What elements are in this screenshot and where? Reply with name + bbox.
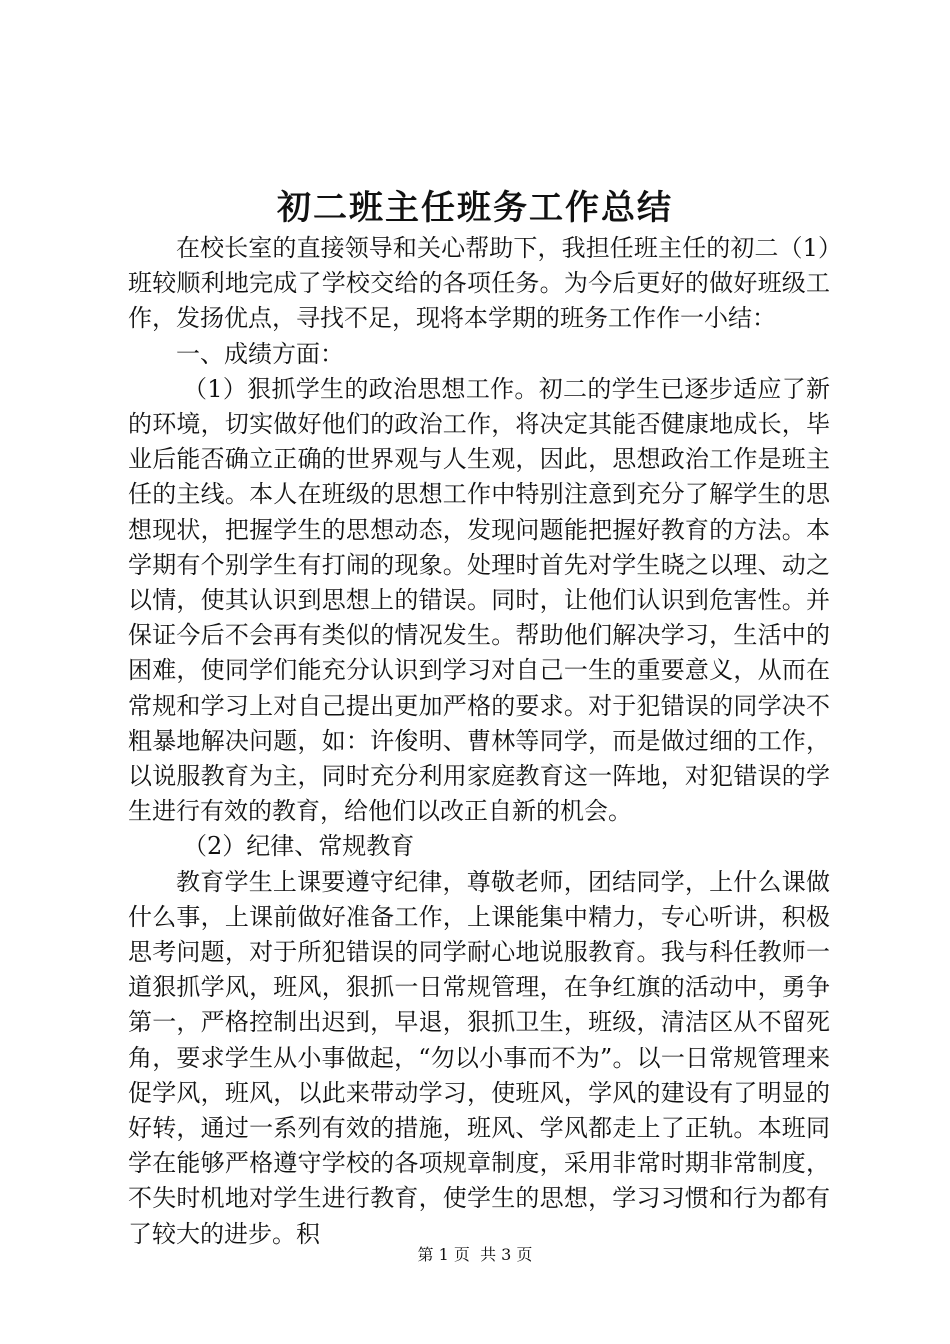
intro-paragraph: 在校长室的直接领导和关心帮助下，我担任班主任的初二（1）班较顺利地完成了学校交给的各项任务。为今后更好的做好班级工作，发扬优点，寻找不足，现将本学期的班务工作作一小结：	[128, 234, 830, 333]
section-heading-achievements: 一、成绩方面：	[176, 339, 344, 368]
paragraph-political-work: （1）狠抓学生的政治思想工作。初二的学生已逐步适应了新的环境，切实做好他们的政治工作，将决定其能否健康地成长，毕业后能否确立正确的世界观与人生观，因此，思想政治工作是班主任的主线。本人在班级的思想工作中特别注意到充分了解学生的思想现状，把握学生的思想动态，发现问题能把握好教育的方法。本学期有个别学生有打闹的现象。处理时首先对学生晓之以理、动之以情，使其认识到思想上的错误。同时，让他们认识到危害性。并保证今后不会再有类似的情况发生。帮助他们解决学习，生活中的困难，使同学们能充分认识到学习对自己一生的重要意义，从而在常规和学习上对自己提出更加严格的要求。对于犯错误的同学决不粗暴地解决问题，如：许俊明、曹林等同学，而是做过细的工作，以说服教育为主，同时充分利用家庭教育这一阵地，对犯错误的学生进行有效的教育，给他们以改正自新的机会。	[128, 374, 830, 826]
subheading-discipline: （2）纪律、常规教育	[183, 832, 415, 861]
page-number-footer: 第 1 页 共 3 页	[417, 1245, 533, 1264]
paragraph-discipline-education: 教育学生上课要遵守纪律，尊敬老师，团结同学，上什么课做什么事，上课前做好准备工作，上课能集中精力，专心听讲，积极思考问题，对于所犯错误的同学耐心地说服教育。我与科任教师一道狠抓学风，班风，狠抓一日常规管理，在争红旗的活动中，勇争第一，严格控制出迟到，早退，狠抓卫生，班级，清洁区从不留死角，要求学生从小事做起，“勿以小事而不为”。以一日常规管理来促学风，班风，以此来带动学习，使班风，学风的建设有了明显的好转，通过一系列有效的措施，班风、学风都走上了正轨。本班同学在能够严格遵守学校的各项规章制度，采用非常时期非常制度，不失时机地对学生进行教育，使学生的思想，学习习惯和行为都有了较大的进步。积	[128, 867, 830, 1248]
document-body	[128, 231, 830, 1252]
document-title: 初二班主任班务工作总结	[277, 188, 673, 228]
